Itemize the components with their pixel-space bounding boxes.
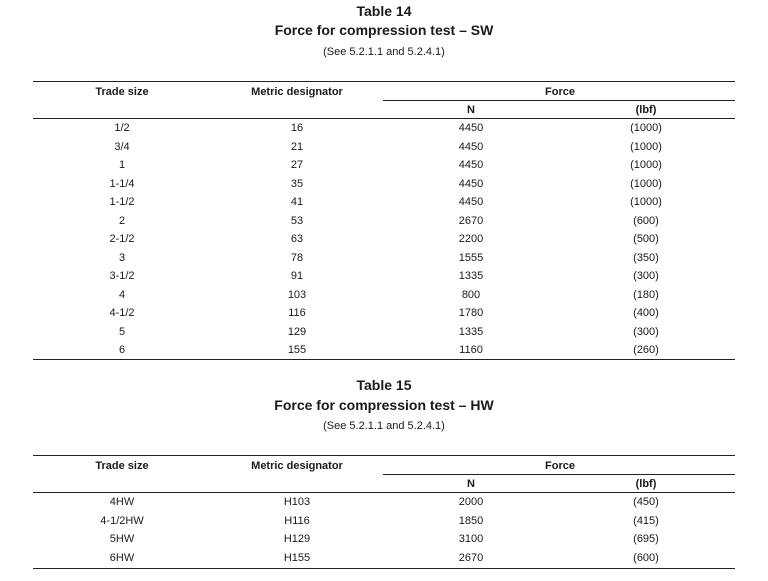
cell-trade-size: 5HW bbox=[109, 533, 135, 545]
header-n: N bbox=[467, 104, 475, 116]
table-reference: (See 5.2.1.1 and 5.2.4.1) bbox=[323, 420, 445, 432]
cell-metric: 155 bbox=[287, 344, 307, 356]
cell-n: 2670 bbox=[458, 551, 484, 564]
top-rule bbox=[33, 81, 735, 82]
cell-metric: 91 bbox=[290, 270, 304, 282]
cell-n: 4450 bbox=[458, 140, 484, 153]
cell-n: 3100 bbox=[458, 533, 484, 545]
header-trade-size: Trade size bbox=[95, 86, 149, 98]
cell-trade-size: 3/4 bbox=[114, 140, 130, 153]
header-lbf: (lbf) bbox=[635, 104, 657, 116]
cell-n: 1850 bbox=[458, 514, 484, 527]
cell-trade-size: 1-1/4 bbox=[109, 177, 135, 190]
cell-trade-size: 1/2 bbox=[114, 122, 130, 134]
cell-metric: 63 bbox=[290, 233, 304, 245]
cell-n: 2670 bbox=[458, 214, 484, 227]
cell-trade-size: 1 bbox=[118, 159, 126, 171]
cell-trade-size: 2 bbox=[118, 214, 126, 227]
force-rule bbox=[383, 100, 735, 101]
cell-trade-size: 4HW bbox=[109, 496, 135, 508]
table-reference: (See 5.2.1.1 and 5.2.4.1) bbox=[323, 46, 445, 58]
cell-lbf: (1000) bbox=[630, 122, 662, 134]
bottom-rule bbox=[33, 568, 735, 569]
cell-trade-size: 4-1/2HW bbox=[100, 514, 144, 527]
cell-trade-size: 6 bbox=[118, 344, 126, 356]
cell-lbf: (600) bbox=[633, 214, 659, 227]
cell-trade-size: 3-1/2 bbox=[109, 270, 135, 282]
cell-trade-size: 6HW bbox=[109, 551, 135, 564]
cell-metric: 103 bbox=[287, 288, 307, 301]
bottom-rule bbox=[33, 359, 735, 360]
cell-metric: H129 bbox=[283, 533, 311, 545]
cell-n: 2000 bbox=[458, 496, 484, 508]
cell-lbf: (695) bbox=[633, 533, 659, 545]
cell-trade-size: 1-1/2 bbox=[109, 196, 135, 208]
cell-metric: H116 bbox=[284, 514, 310, 527]
top-rule bbox=[33, 455, 735, 456]
cell-lbf: (350) bbox=[633, 251, 659, 264]
cell-lbf: (300) bbox=[633, 325, 659, 338]
cell-trade-size: 3 bbox=[118, 251, 126, 264]
cell-lbf: (600) bbox=[633, 551, 659, 564]
header-rule bbox=[33, 118, 735, 119]
cell-lbf: (1000) bbox=[630, 140, 662, 153]
cell-lbf: (400) bbox=[633, 307, 659, 319]
cell-n: 1160 bbox=[459, 344, 483, 356]
header-metric-designator: Metric designator bbox=[251, 460, 343, 472]
cell-metric: 129 bbox=[287, 325, 307, 338]
cell-metric: 53 bbox=[290, 214, 304, 227]
cell-n: 4450 bbox=[458, 196, 484, 208]
cell-trade-size: 4-1/2 bbox=[109, 307, 135, 319]
cell-n: 1780 bbox=[458, 307, 484, 319]
cell-metric: H103 bbox=[283, 496, 311, 508]
cell-n: 1335 bbox=[458, 270, 484, 282]
cell-n: 4450 bbox=[458, 122, 484, 134]
cell-lbf: (300) bbox=[633, 270, 659, 282]
cell-trade-size: 4 bbox=[118, 288, 126, 301]
table-number: Table 14 bbox=[356, 3, 412, 19]
cell-n: 1335 bbox=[458, 325, 484, 338]
cell-lbf: (180) bbox=[633, 288, 659, 301]
cell-n: 1555 bbox=[458, 251, 484, 264]
cell-metric: 78 bbox=[290, 251, 304, 264]
header-n: N bbox=[467, 478, 475, 490]
cell-metric: 16 bbox=[290, 122, 304, 134]
header-force: Force bbox=[545, 460, 575, 472]
cell-lbf: (1000) bbox=[630, 159, 662, 171]
cell-metric: 21 bbox=[290, 140, 304, 153]
cell-n: 4450 bbox=[458, 159, 484, 171]
cell-metric: 27 bbox=[290, 159, 304, 171]
header-lbf: (lbf) bbox=[635, 478, 657, 490]
cell-metric: H155 bbox=[283, 551, 311, 564]
header-metric-designator: Metric designator bbox=[251, 86, 343, 98]
header-force: Force bbox=[545, 86, 575, 98]
header-rule bbox=[33, 492, 735, 493]
cell-lbf: (260) bbox=[633, 344, 659, 356]
cell-n: 4450 bbox=[458, 177, 484, 190]
cell-lbf: (1000) bbox=[630, 177, 662, 190]
cell-metric: 35 bbox=[290, 177, 304, 190]
cell-lbf: (415) bbox=[633, 514, 659, 527]
cell-n: 800 bbox=[461, 288, 481, 301]
table-number: Table 15 bbox=[356, 377, 412, 393]
cell-metric: 116 bbox=[288, 307, 306, 319]
cell-n: 2200 bbox=[458, 233, 484, 245]
cell-metric: 41 bbox=[290, 196, 304, 208]
cell-lbf: (500) bbox=[633, 233, 659, 245]
table-15 bbox=[0, 370, 768, 581]
cell-trade-size: 5 bbox=[118, 325, 126, 338]
table-title: Force for compression test – SW bbox=[274, 22, 494, 38]
cell-trade-size: 2-1/2 bbox=[109, 233, 135, 245]
header-trade-size: Trade size bbox=[95, 460, 149, 472]
cell-lbf: (1000) bbox=[630, 196, 662, 208]
force-rule bbox=[383, 474, 735, 475]
table-title: Force for compression test – HW bbox=[274, 397, 494, 413]
cell-lbf: (450) bbox=[633, 496, 659, 508]
